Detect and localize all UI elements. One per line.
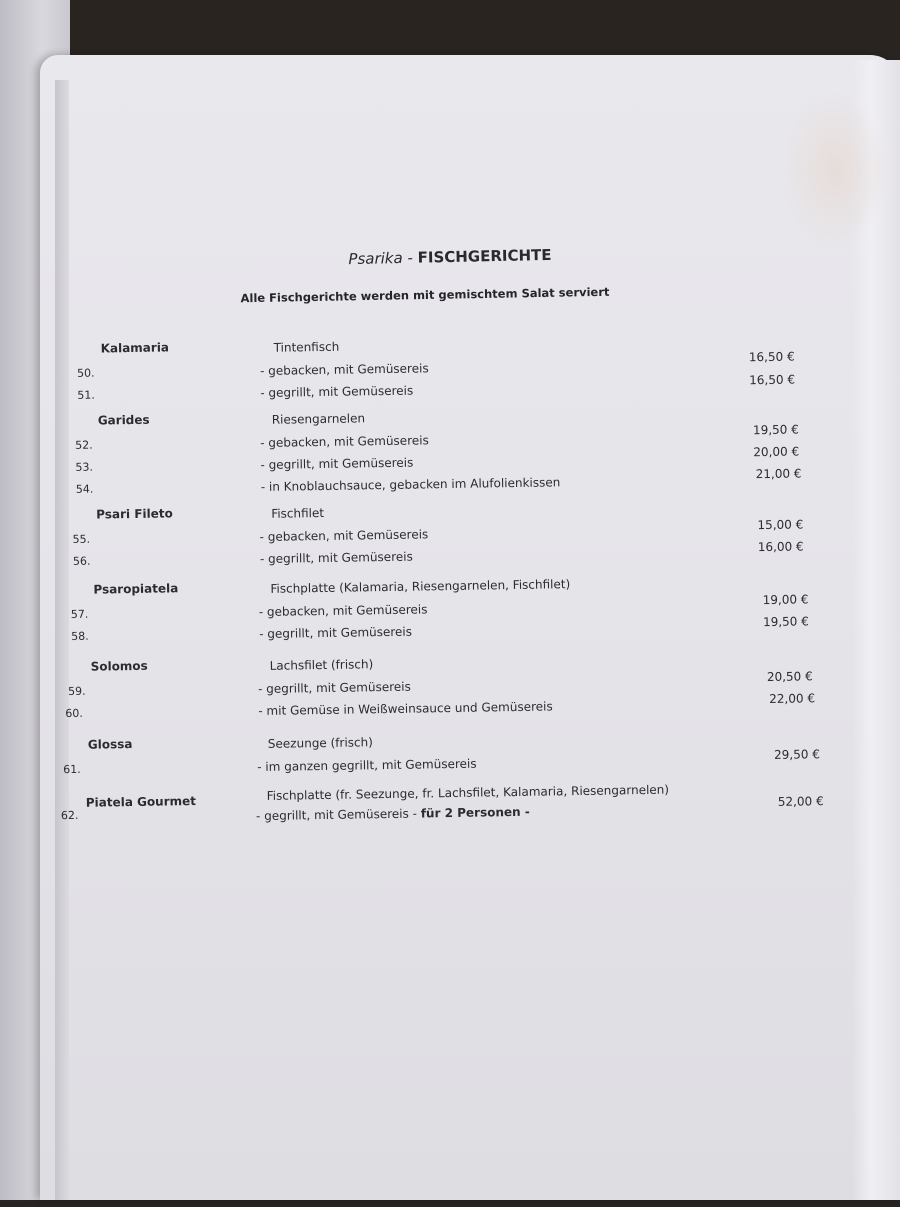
menu-subtitle: Alle Fischgerichte werden mit gemischtem Salat serviert [240,284,610,306]
item-text: - mit Gemüse in Weißweinsauce und Gemüsereis [258,699,553,719]
section-name: Garides [97,412,150,428]
item-text: - gebacken, mit Gemüsereis [260,433,429,450]
section-name: Glossa [87,737,133,752]
item-number: 50. [76,366,95,380]
item-price: 19,00 € [762,592,809,608]
item-number: 62. [60,808,79,823]
title-separator: - [402,248,418,267]
item-price: 29,50 € [773,747,821,762]
section-description: Lachsfilet (frisch) [269,657,374,673]
item-number: 61. [63,762,81,777]
item-price: 16,50 € [749,372,796,388]
section-name: Kalamaria [100,340,170,356]
item-text: - gebacken, mit Gemüsereis [258,602,428,620]
item-price: 21,00 € [755,466,802,482]
item-number: 56. [72,554,91,568]
item-text-regular: - gegrillt, mit Gemüsereis - [255,806,421,824]
item-text: - gegrillt, mit Gemüsereis [259,624,413,642]
section-name: Psaropiatela [93,581,179,597]
item-number: 52. [75,438,93,452]
item-price: 16,50 € [748,349,795,365]
item-number: 58. [71,629,89,643]
section-description: Fischplatte (Kalamaria, Riesengarnelen, Fischfilet) [270,577,571,596]
item-number: 55. [72,532,91,546]
item-text: - gegrillt, mit Gemüsereis [259,549,413,566]
item-text: - im ganzen gegrillt, mit Gemüsereis [257,756,477,775]
item-text: - gegrillt, mit Gemüsereis [260,383,414,400]
item-price: 20,50 € [766,669,813,685]
item-text: - gebacken, mit Gemüsereis [259,527,429,544]
section-description: Tintenfisch [273,339,340,355]
title-bold: FISCHGERICHTE [417,245,552,267]
item-number: 51. [77,388,95,402]
item-price: 15,00 € [757,517,804,533]
item-price: 16,00 € [757,539,804,555]
item-price: 20,00 € [753,444,800,460]
section-description: Fischfilet [271,505,325,521]
item-text: - in Knoblauchsauce, gebacken im Alufolienkissen [260,475,561,494]
item-price: 52,00 € [777,794,824,809]
section-name: Psari Fileto [96,506,173,522]
item-number: 54. [75,482,94,496]
item-number: 59. [67,684,86,699]
title-italic: Psarika [348,248,403,269]
item-text: - gebacken, mit Gemüsereis [259,361,429,378]
item-price: 22,00 € [769,691,816,707]
item-number: 60. [65,706,83,721]
item-price: 19,50 € [762,614,809,630]
item-text [256,805,530,823]
section-description: Seezunge (frisch) [267,735,373,751]
item-number: 57. [70,607,89,621]
section-description: Riesengarnelen [271,411,366,427]
item-text: - gegrillt, mit Gemüsereis [260,455,414,472]
section-description: Fischplatte (fr. Seezunge, fr. Lachsfilet, Kalamaria, Riesengarnelen) [266,782,670,803]
section-name: Solomos [90,658,148,674]
item-text: - gegrillt, mit Gemüsereis [257,679,411,697]
section-name: Piatela Gourmet [85,794,197,810]
item-price: 19,50 € [752,422,799,438]
item-text-bold: für 2 Personen - [420,804,530,821]
item-number: 53. [75,460,94,474]
